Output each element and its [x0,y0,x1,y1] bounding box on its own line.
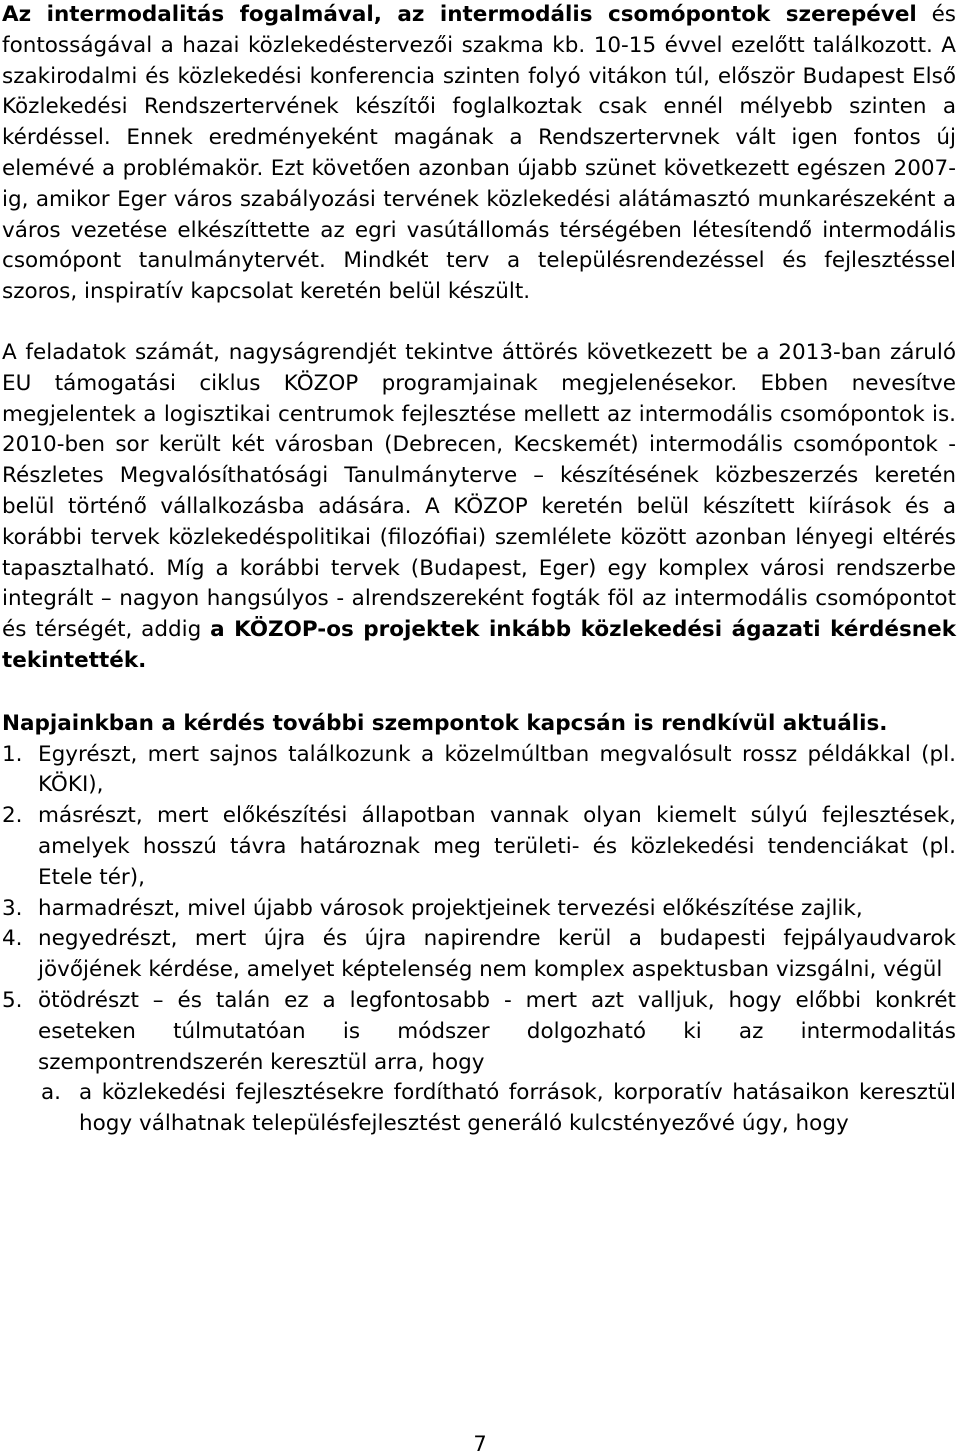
kozop-tail-bold: a KÖZOP-os projektek inkább közlekedési ágazati kérdésnek tekintették. [2,617,956,673]
list-item-number: 3. [2,895,23,921]
list-item-text: másrészt, mert előkészítési állapotban vannak olyan kiemelt súlyú fejlesztések, amelyek hosszú távra határoznak meg területi- és közlekedési tendenciákat (pl. Etele tér), [38,803,956,890]
list-item-text: negyedrészt, mert újra és újra napirendre kerül a budapesti fejpályaudvarok jövőjének kérdése, amelyet képtelenség nem komplex aspektusban vizsgálni, végül [38,926,956,983]
list-item [2,924,956,986]
page-number: 7 [473,1432,487,1456]
list-item-text: ötödrészt – és talán ez a legfontosabb - mert azt valljuk, hogy előbbi konkrét eseteken túlmutatóan is módszer dolgozható ki az intermodalitás szempontrendszerén keresztül arra, hogy [38,987,956,1075]
sub-list [2,1078,956,1140]
list-item-number: 4. [2,926,23,952]
list-item [2,801,956,893]
intro-paragraph [2,0,956,308]
intro-text: és fontosságával a hazai közlekedéstervezői szakma kb. 10-15 évvel ezelőtt találkozott. A szakirodalmi és közlekedési konferencia szinten folyó vitákon túl, először Budapest Első Közlekedési Rendszertervének készítői foglalkoztak csak ennél mélyebb szinten a kérdéssel. Ennek eredményeként magának a Rendszertervnek vált igen fontos új elemévé a problémakör. Ezt követően azonban újabb szünet következett egészen 2007-ig, amikor Eger város szabályozási tervének közlekedési alátámasztó munkarészeként a város vezetése elkészíttette az egri vasútállomás térségében létesítendő intermodális csomópont tanulmánytervét. Mindkét terv a településrendezéssel és fejlesztéssel szoros, inspiratív kapcsolat keretén belül készült. [2,2,956,305]
list-item-number: 5. [2,987,23,1013]
list-item-number: 2. [2,803,23,829]
list-item-text: Egyrészt, mert sajnos találkozunk a közelmúltban megvalósult rossz példákkal (pl. KÖKI), [38,741,956,798]
list-item-text: harmadrészt, mivel újabb városok projektjeinek tervezési előkészítése zajlik, [38,895,863,921]
list-item [2,894,956,925]
kozop-paragraph [2,338,956,677]
sub-list-item [2,1078,956,1140]
sub-list-item-letter: a. [41,1080,62,1106]
intro-lead-bold: Az intermodalitás fogalmával, az intermodális csomópontok szerepével [2,2,917,27]
list-item [2,740,956,802]
kozop-text: A feladatok számát, nagyságrendjét tekintve áttörés következett be a 2013-ban záruló EU támogatási ciklus KÖZOP programjainak megjelenésekor. Ebben nevesítve megjelentek a logisztikai centrumok fejlesztése mellett az intermodális csomópontok is. 2010-ben sor került két városban (Debrecen, Kecskemét) intermodális csomópontok - Részletes Megvalósíthatósági Tanulmányterve – készítésének közbeszerzés keretén belül történő vállalkozásba adására. A KÖZOP keretén belül készített kiírások és a korábbi tervek közlekedéspolitikai (filozófiai) szemlélete között azonban lényegi eltérés tapasztalható. Míg a korábbi tervek (Budapest, Eger) egy komplex városi rendszerbe integrált – nagyon hangsúlyos - alrendszereként fogták föl az intermodális csomópontot és térségét, addig [2,339,956,643]
section-heading: Napjainkban a kérdés további szempontok kapcsán is rendkívül aktuális. [2,710,888,736]
list-item-number: 1. [2,741,23,767]
reasons-list [2,740,956,1079]
list-item [2,986,956,1078]
sub-list-item-text: a közlekedési fejlesztésekre fordítható források, korporatív hatásaikon keresztül hogy válhatnak településfejlesztést generáló kulcstényezővé úgy, hogy [79,1080,956,1137]
document-page [2,0,956,1140]
